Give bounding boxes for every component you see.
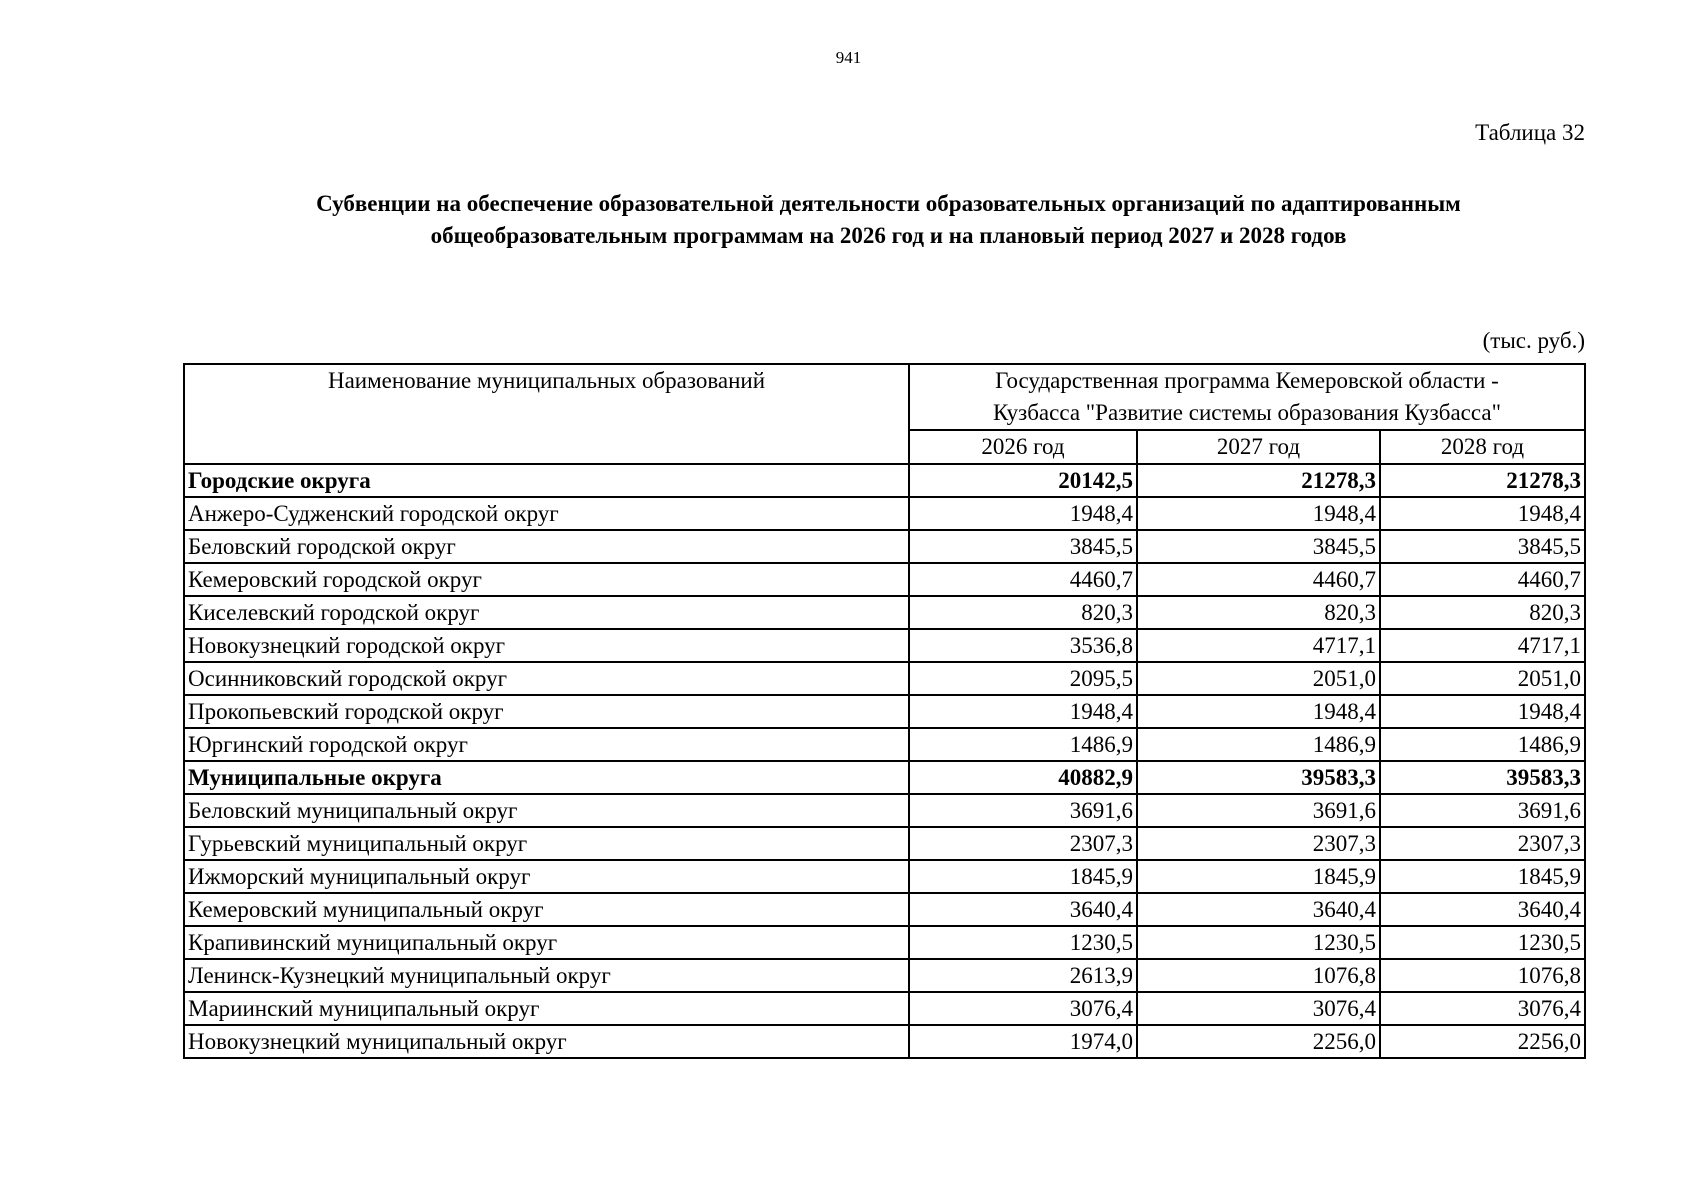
value-2028-cell: 1486,9 — [1380, 728, 1585, 761]
page-number: 941 — [835, 48, 862, 67]
header-year-2027: 2027 год — [1137, 430, 1380, 464]
value-2026-cell: 3640,4 — [909, 893, 1137, 926]
value-2028-cell: 3845,5 — [1380, 530, 1585, 563]
value-2028-cell: 21278,3 — [1380, 464, 1585, 497]
municipality-name-cell: Крапивинский муниципальный округ — [184, 926, 909, 959]
value-2027-cell: 4717,1 — [1137, 629, 1380, 662]
value-2026-cell: 820,3 — [909, 596, 1137, 629]
value-2027-cell: 1486,9 — [1137, 728, 1380, 761]
municipality-name-cell: Осинниковский городской округ — [184, 662, 909, 695]
municipality-name-cell: Беловский муниципальный округ — [184, 794, 909, 827]
value-2027-cell: 39583,3 — [1137, 761, 1380, 794]
municipality-name-cell: Гурьевский муниципальный округ — [184, 827, 909, 860]
header-year-2026: 2026 год — [909, 430, 1137, 464]
value-2026-cell: 2307,3 — [909, 827, 1137, 860]
value-2028-cell: 4460,7 — [1380, 563, 1585, 596]
value-2028-cell: 39583,3 — [1380, 761, 1585, 794]
value-2028-cell: 1845,9 — [1380, 860, 1585, 893]
table-row — [184, 992, 1585, 1025]
municipality-name-cell: Ижморский муниципальный округ — [184, 860, 909, 893]
header-state-program — [909, 364, 1585, 430]
value-2026-cell: 2095,5 — [909, 662, 1137, 695]
header-program-line-1: Государственная программа Кемеровской области - — [995, 368, 1499, 393]
value-2026-cell: 1486,9 — [909, 728, 1137, 761]
value-2028-cell: 820,3 — [1380, 596, 1585, 629]
value-2026-cell: 4460,7 — [909, 563, 1137, 596]
value-2028-cell: 1948,4 — [1380, 695, 1585, 728]
value-2028-cell: 2256,0 — [1380, 1025, 1585, 1058]
value-2026-cell: 1845,9 — [909, 860, 1137, 893]
table-row — [184, 563, 1585, 596]
table-row — [184, 827, 1585, 860]
value-2027-cell: 820,3 — [1137, 596, 1380, 629]
value-2028-cell: 3691,6 — [1380, 794, 1585, 827]
value-2027-cell: 1845,9 — [1137, 860, 1380, 893]
value-2026-cell: 20142,5 — [909, 464, 1137, 497]
municipality-name-cell: Киселевский городской округ — [184, 596, 909, 629]
value-2027-cell: 2051,0 — [1137, 662, 1380, 695]
value-2027-cell: 1076,8 — [1137, 959, 1380, 992]
table-row — [184, 794, 1585, 827]
municipality-name-cell: Кемеровский муниципальный округ — [184, 893, 909, 926]
table-row — [184, 662, 1585, 695]
value-2026-cell: 1948,4 — [909, 497, 1137, 530]
value-2028-cell: 1230,5 — [1380, 926, 1585, 959]
value-2027-cell: 2256,0 — [1137, 1025, 1380, 1058]
value-2026-cell: 3845,5 — [909, 530, 1137, 563]
table-row — [184, 629, 1585, 662]
value-2026-cell: 2613,9 — [909, 959, 1137, 992]
value-2028-cell: 3640,4 — [1380, 893, 1585, 926]
header-year-2028: 2028 год — [1380, 430, 1585, 464]
value-2026-cell: 3536,8 — [909, 629, 1137, 662]
value-2027-cell: 1948,4 — [1137, 497, 1380, 530]
value-2027-cell: 3640,4 — [1137, 893, 1380, 926]
document-title — [180, 188, 1597, 252]
value-2027-cell: 3691,6 — [1137, 794, 1380, 827]
value-2028-cell: 1076,8 — [1380, 959, 1585, 992]
table-row — [184, 959, 1585, 992]
table-row — [184, 728, 1585, 761]
table-row — [184, 530, 1585, 563]
value-2027-cell: 3076,4 — [1137, 992, 1380, 1025]
units-label: (тыс. руб.) — [1482, 328, 1585, 353]
subvention-table — [183, 363, 1586, 1059]
value-2027-cell: 1230,5 — [1137, 926, 1380, 959]
municipality-name-cell: Прокопьевский городской округ — [184, 695, 909, 728]
municipality-name-cell: Беловский городской округ — [184, 530, 909, 563]
table-header — [184, 364, 1585, 464]
table-row — [184, 860, 1585, 893]
table-row — [184, 497, 1585, 530]
header-municipality-name: Наименование муниципальных образований — [184, 364, 909, 464]
table-label: Таблица 32 — [1475, 120, 1585, 145]
value-2026-cell: 1948,4 — [909, 695, 1137, 728]
table-group-row — [184, 761, 1585, 794]
value-2028-cell: 4717,1 — [1380, 629, 1585, 662]
value-2028-cell: 2307,3 — [1380, 827, 1585, 860]
municipality-name-cell: Новокузнецкий муниципальный округ — [184, 1025, 909, 1058]
value-2026-cell: 3691,6 — [909, 794, 1137, 827]
table-row — [184, 926, 1585, 959]
value-2028-cell: 3076,4 — [1380, 992, 1585, 1025]
municipality-name-cell: Анжеро-Судженский городской округ — [184, 497, 909, 530]
value-2028-cell: 1948,4 — [1380, 497, 1585, 530]
table-row — [184, 1025, 1585, 1058]
municipality-name-cell: Ленинск-Кузнецкий муниципальный округ — [184, 959, 909, 992]
table-row — [184, 596, 1585, 629]
table-row — [184, 893, 1585, 926]
value-2027-cell: 2307,3 — [1137, 827, 1380, 860]
value-2026-cell: 1230,5 — [909, 926, 1137, 959]
table-group-row — [184, 464, 1585, 497]
municipality-name-cell: Городские округа — [184, 464, 909, 497]
municipality-name-cell: Новокузнецкий городской округ — [184, 629, 909, 662]
municipality-name-cell: Муниципальные округа — [184, 761, 909, 794]
value-2026-cell: 1974,0 — [909, 1025, 1137, 1058]
value-2027-cell: 1948,4 — [1137, 695, 1380, 728]
municipality-name-cell: Юргинский городской округ — [184, 728, 909, 761]
value-2027-cell: 4460,7 — [1137, 563, 1380, 596]
municipality-name-cell: Кемеровский городской округ — [184, 563, 909, 596]
table-body — [184, 464, 1585, 1058]
header-program-line-2: Кузбасса "Развитие системы образования Кузбасса" — [993, 400, 1501, 425]
title-line-2: общеобразовательным программам на 2026 год и на плановый период 2027 и 2028 годов — [430, 223, 1347, 248]
value-2026-cell: 3076,4 — [909, 992, 1137, 1025]
municipality-name-cell: Мариинский муниципальный округ — [184, 992, 909, 1025]
value-2027-cell: 21278,3 — [1137, 464, 1380, 497]
table-row — [184, 695, 1585, 728]
value-2028-cell: 2051,0 — [1380, 662, 1585, 695]
value-2026-cell: 40882,9 — [909, 761, 1137, 794]
title-line-1: Субвенции на обеспечение образовательной деятельности образовательных организаций по адаптированным — [316, 191, 1461, 216]
value-2027-cell: 3845,5 — [1137, 530, 1380, 563]
